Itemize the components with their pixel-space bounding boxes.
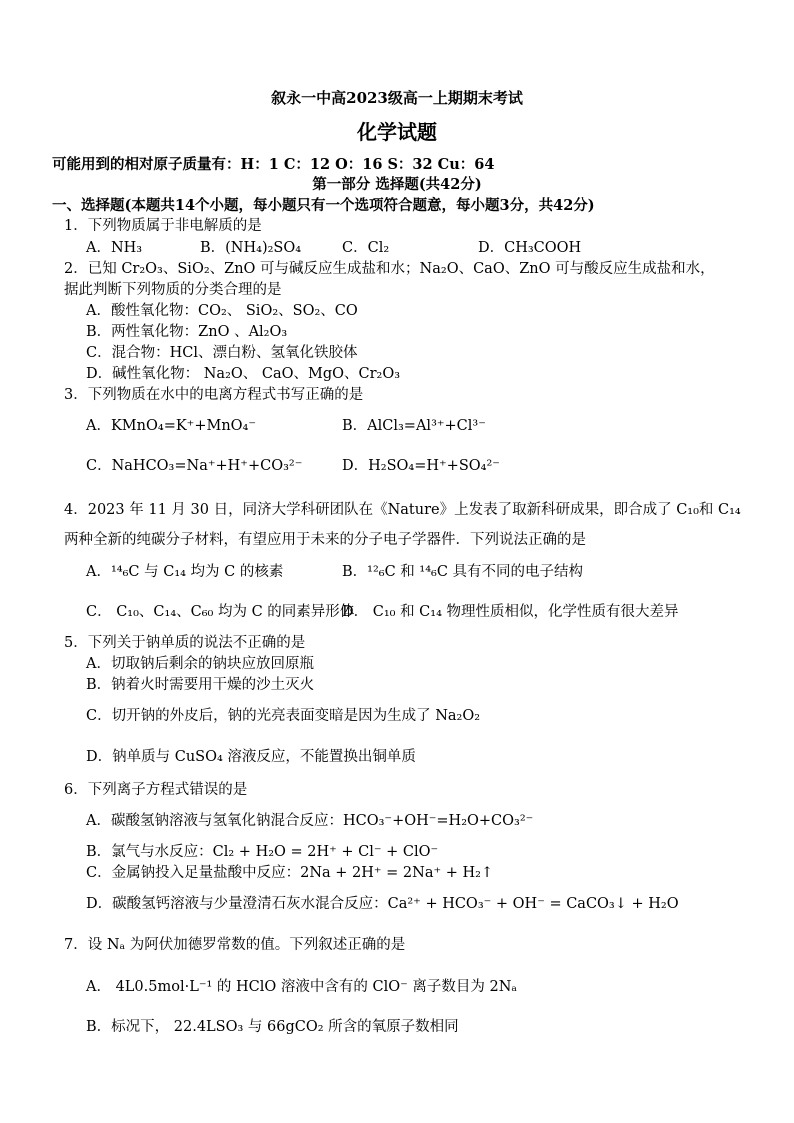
section-heading: 一、选择题(本题共14个小题，每小题只有一个选项符合题意，每小题3分，共42分) (52, 197, 595, 214)
option-b: B．¹²₆C 和 ¹⁴₆C 具有不同的电子结构 (342, 564, 584, 580)
option-d: D．H₂SO₄=H⁺+SO₄²⁻ (342, 458, 500, 474)
question-stem-cont: 据此判断下列物质的分类合理的是 (64, 282, 282, 298)
option-d: D．碳酸氢钙溶液与少量澄清石灰水混合反应：Ca²⁺ + HCO₃⁻ + OH⁻ = CaCO₃↓ + H₂O (86, 896, 679, 912)
option-c: C．混合物：HCl、漂白粉、氢氧化铁胶体 (86, 345, 358, 361)
question-stem: 5．下列关于钠单质的说法不正确的是 (64, 635, 306, 651)
option-d: D． C₁₀ 和 C₁₄ 物理性质相似，化学性质有很大差异 (342, 604, 679, 620)
option-c: C．切开钠的外皮后，钠的光亮表面变暗是因为生成了 Na₂O₂ (86, 708, 481, 724)
option-b: B．AlCl₃=Al³⁺+Cl³⁻ (342, 418, 486, 434)
option-a: A．NH₃ (86, 240, 143, 256)
atomic-masses: 可能用到的相对原子质量有：H：1 C：12 O：16 S：32 Cu：64 (52, 156, 495, 173)
option-a: A． 4L0.5mol·L⁻¹ 的 HClO 溶液中含有的 ClO⁻ 离子数目为 2Nₐ (86, 979, 518, 995)
option-c: C． C₁₀、C₁₄、C₆₀ 均为 C 的同素异形体 (86, 604, 355, 620)
question-stem: 2．已知 Cr₂O₃、SiO₂、ZnO 可与碱反应生成盐和水；Na₂O、CaO、ZnO 可与酸反应生成盐和水， (64, 261, 715, 277)
option-b: B．氯气与水反应：Cl₂ + H₂O = 2H⁺ + Cl⁻ + ClO⁻ (86, 844, 439, 860)
question-stem: 3．下列物质在水中的电离方程式书写正确的是 (64, 387, 364, 403)
part-title: 第一部分 选择题(共42分) (312, 176, 482, 193)
question-stem-cont: 两种全新的纯碳分子材料，有望应用于未来的分子电子学器件．下列说法正确的是 (64, 532, 586, 548)
option-d: D．CH₃COOH (478, 240, 582, 256)
option-a: A．碳酸氢钠溶液与氢氧化钠混合反应：HCO₃⁻+OH⁻=H₂O+CO₃²⁻ (86, 813, 534, 829)
option-c: C．NaHCO₃=Na⁺+H⁺+CO₃²⁻ (86, 458, 303, 474)
question-stem: 1．下列物质属于非电解质的是 (64, 218, 262, 234)
option-b: B．(NH₄)₂SO₄ (200, 240, 302, 256)
option-c: C．Cl₂ (342, 240, 390, 256)
option-d: D．钠单质与 CuSO₄ 溶液反应，不能置换出铜单质 (86, 749, 416, 765)
option-b: B．标况下， 22.4LSO₃ 与 66gCO₂ 所含的氧原子数相同 (86, 1019, 459, 1035)
exam-title: 叙永一中高2023级高一上期期末考试 (271, 89, 523, 107)
question-stem: 7．设 Nₐ 为阿伏加德罗常数的值。下列叙述正确的是 (64, 937, 406, 953)
option-a: A．¹⁴₆C 与 C₁₄ 均为 C 的核素 (86, 564, 284, 580)
question-stem: 4．2023 年 11 月 30 日，同济大学科研团队在《Nature》上发表了取新科研成果，即合成了 C₁₀和 C₁₄ (64, 502, 741, 518)
subject-title: 化学试题 (357, 120, 437, 144)
option-a: A．切取钠后剩余的钠块应放回原瓶 (86, 656, 314, 672)
option-b: B．两性氧化物：ZnO 、Al₂O₃ (86, 324, 288, 340)
option-b: B．钠着火时需要用干燥的沙土灭火 (86, 677, 315, 693)
option-a: A．酸性氧化物：CO₂、 SiO₂、SO₂、CO (86, 303, 358, 319)
option-c: C．金属钠投入足量盐酸中反应：2Na + 2H⁺ = 2Na⁺ + H₂↑ (86, 865, 494, 881)
option-a: A．KMnO₄=K⁺+MnO₄⁻ (86, 418, 257, 434)
option-d: D．碱性氧化物： Na₂O、 CaO、MgO、Cr₂O₃ (86, 366, 401, 382)
question-stem: 6．下列离子方程式错误的是 (64, 782, 248, 798)
